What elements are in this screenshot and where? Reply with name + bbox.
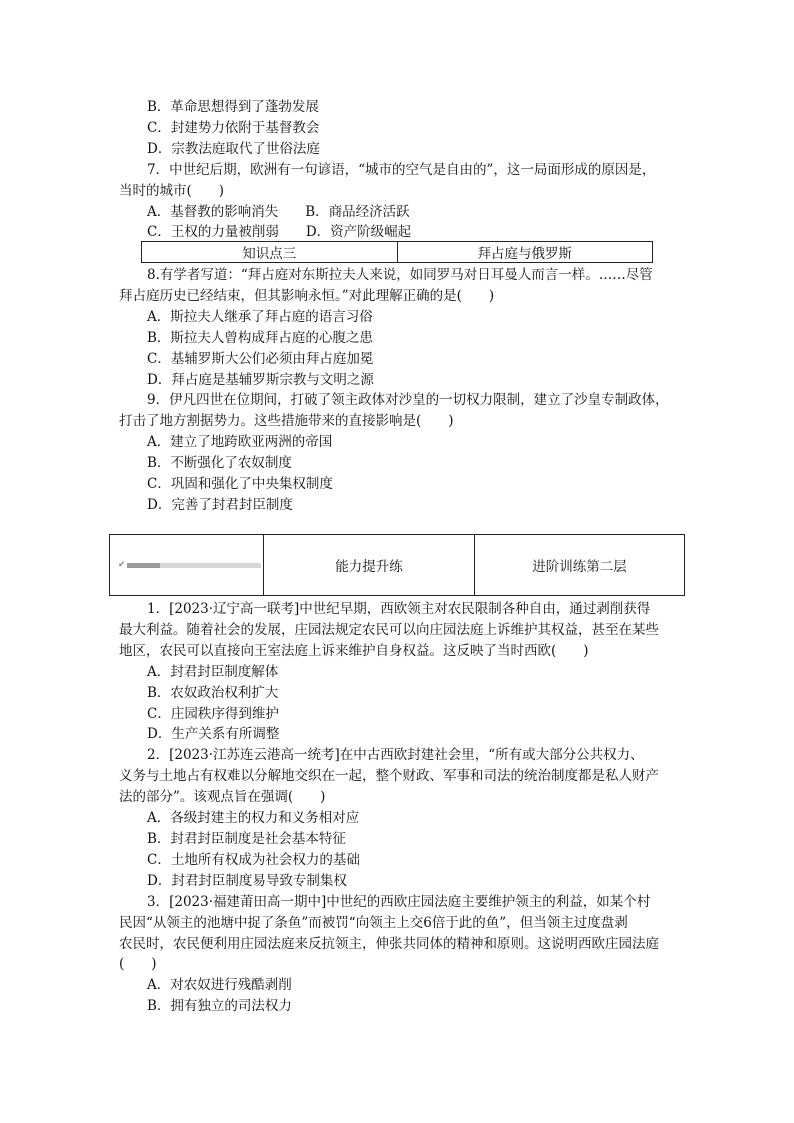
exercise-1-line-2: 最大利益。随着社会的发展，庄园法规定农民可以向庄园法庭上诉维护其权益，甚至在某些 — [119, 622, 659, 638]
question-7-line-1: 7．中世纪后期，欧洲有一句谚语，“城市的空气是自由的”，这一局面形成的原因是， — [147, 162, 656, 178]
question-9-line-1: 9．伊凡四世在位期间，打破了领主政体对沙皇的一切权力限制，建立了沙皇专制政体， — [147, 392, 669, 408]
exercise-2-line-1: 2．[2023·江苏连云港高一统考]在中古西欧封建社会里，“所有或大部分公共权力、 — [147, 747, 644, 763]
options-cd-q7: C．王权的力量被削弱 D．资产阶级崛起 — [147, 224, 412, 240]
practice-level-table — [109, 534, 685, 596]
exercise-2-line-2: 义务与土地占有权难以分解地交织在一起，整个财政、军事和司法的统治制度都是私人财产 — [119, 768, 659, 784]
progress-bar — [127, 563, 261, 568]
option-b-q9: B．不断强化了农奴制度 — [147, 455, 292, 471]
option-d-e2: D．封君封臣制度易导致专制集权 — [147, 873, 347, 889]
option-a-q8: A．斯拉夫人继承了拜占庭的语言习俗 — [147, 309, 373, 325]
option-c-q9: C．巩固和强化了中央集权制度 — [147, 476, 333, 492]
option-d-q6: D．宗教法庭取代了世俗法庭 — [147, 141, 320, 157]
option-c-e1: C．庄园秩序得到维护 — [147, 706, 279, 722]
exercise-3-line-1: 3．[2023·福建莆田高一期中]中世纪的西欧庄园法庭主要维护领主的利益，如某个村 — [147, 894, 651, 910]
progress-bar-fill — [127, 563, 161, 568]
options-ab-q7: A．基督教的影响消失 B．商品经济活跃 — [147, 204, 410, 220]
check-icon: ✔ — [118, 560, 126, 570]
knowledge-point-label: 知识点三 — [142, 242, 398, 263]
exercise-1-line-3: 地区，农民可以直接向王室法庭上诉来维护自身权益。这反映了当时西欧( ) — [119, 643, 589, 659]
progress-cell — [110, 535, 264, 596]
question-8-line-2: 拜占庭历史已经结束，但其影响永恒。”对此理解正确的是( ) — [119, 288, 495, 304]
option-a-e1: A．封君封臣制度解体 — [147, 664, 279, 680]
knowledge-point-table — [141, 241, 653, 263]
option-c-q6: C．封建势力依附于基督教会 — [147, 120, 320, 136]
knowledge-point-topic: 拜占庭与俄罗斯 — [397, 242, 653, 263]
option-d-q9: D．完善了封君封臣制度 — [147, 497, 293, 513]
option-b-e3: B．拥有独立的司法权力 — [147, 998, 292, 1014]
exercise-1-line-1: 1．[2023·辽宁高一联考]中世纪早期，西欧领主对农民限制各种自由，通过剥削获得 — [147, 601, 651, 617]
practice-level-tier: 进阶训练第二层 — [475, 535, 685, 596]
option-b-e1: B．农奴政治权利扩大 — [147, 685, 279, 701]
exercise-3-line-3: 农民时，农民便利用庄园法庭来反抗领主，伸张共同体的精神和原则。这说明西欧庄园法庭 — [119, 936, 659, 952]
option-a-q9: A．建立了地跨欧亚两洲的帝国 — [147, 434, 333, 450]
exercise-2-line-3: 法的部分”。该观点旨在强调( ) — [119, 789, 326, 805]
question-7-line-2: 当时的城市( ) — [119, 183, 225, 199]
option-b-q8: B．斯拉夫人曾构成拜占庭的心腹之患 — [147, 330, 373, 346]
practice-level-name: 能力提升练 — [264, 535, 475, 596]
option-c-q8: C．基辅罗斯大公们必须由拜占庭加冕 — [147, 351, 374, 367]
option-a-e2: A．各级封建主的权力和义务相对应 — [147, 810, 360, 826]
exercise-3-line-4: ( ) — [119, 956, 157, 972]
exercise-3-line-2: 民因“从领主的池塘中捉了条鱼”而被罚“向领主上交6倍于此的鱼”，但当领主过度盘剥 — [119, 915, 628, 931]
option-c-e2: C．土地所有权成为社会权力的基础 — [147, 852, 360, 868]
option-a-e3: A．对农奴进行残酷剥削 — [147, 977, 292, 993]
question-8-line-1: 8.有学者写道：“拜占庭对东斯拉夫人来说，如同罗马对日耳曼人而言一样。……尽管 — [147, 267, 653, 283]
option-b-e2: B．封君封臣制度是社会基本特征 — [147, 831, 346, 847]
option-b-q6: B．革命思想得到了蓬勃发展 — [147, 99, 319, 115]
option-d-e1: D．生产关系有所调整 — [147, 726, 280, 742]
question-9-line-2: 打击了地方割据势力。这些措施带来的直接影响是( ) — [119, 413, 454, 429]
option-d-q8: D．拜占庭是基辅罗斯宗教与文明之源 — [147, 372, 374, 388]
